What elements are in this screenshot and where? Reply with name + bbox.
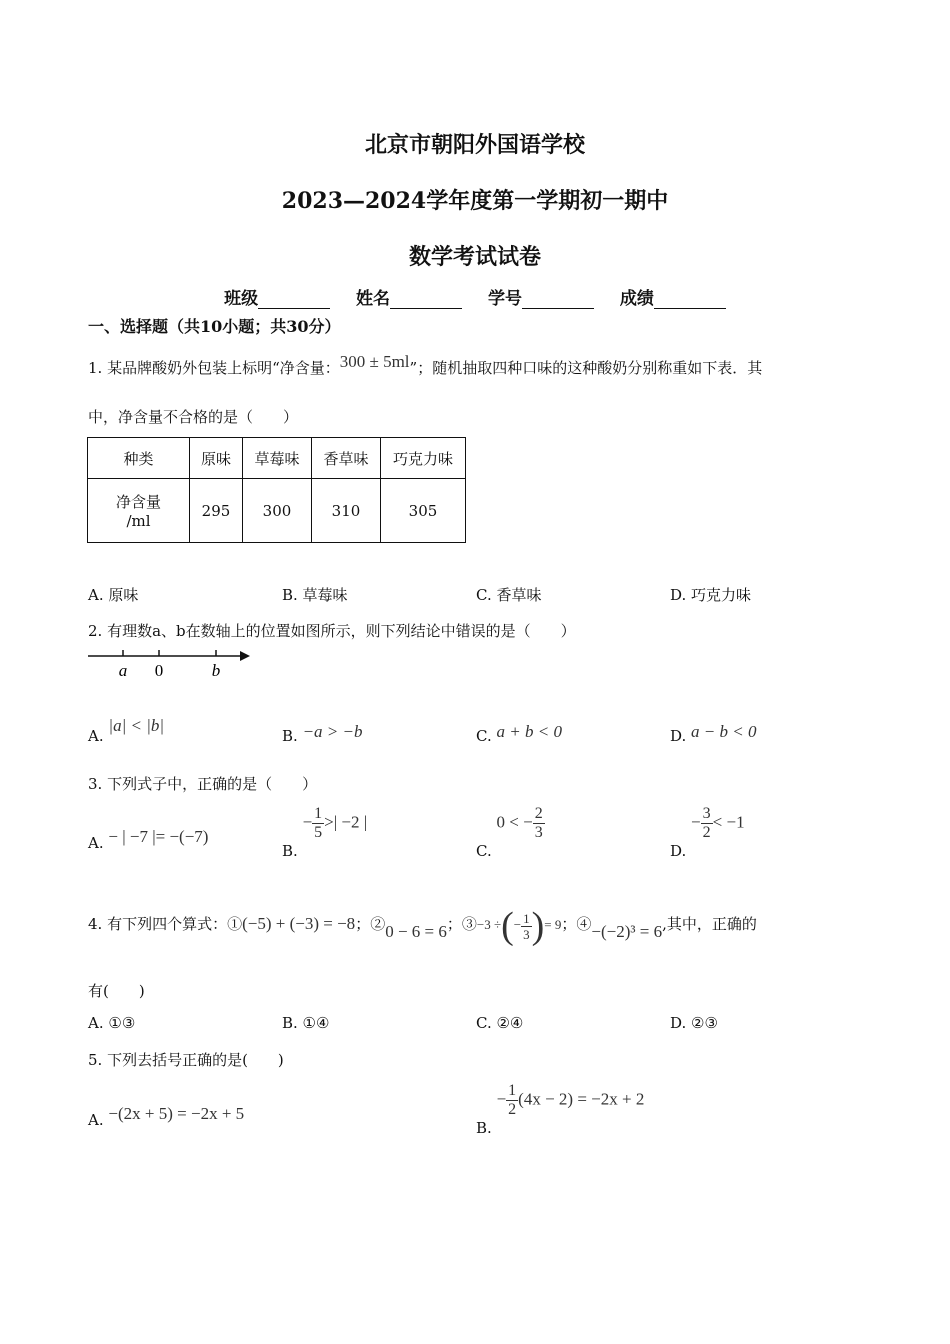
q5-option-b[interactable]: B. − $\frac{1}{2}$ (4x − 2) = −2x + 2 bbox=[476, 1082, 645, 1137]
q1-math: 300 ± 5ml bbox=[339, 352, 410, 371]
student-info-line bbox=[0, 284, 950, 309]
q5-option-a[interactable]: A. −(2x + 5) = −2x + 5 bbox=[88, 1104, 245, 1129]
q3-option-b[interactable]: B. − $\frac{1}{5}$ >| −2 | bbox=[282, 805, 368, 860]
q1-stem-line1: 1. 某品牌酸奶外包装上标明“净含量：300 ± 5ml”；随机抽取四种口味的这种酸奶分别称重如下表．其 bbox=[88, 352, 763, 377]
term-title: 2023—2024学年度第一学期初一期中 bbox=[281, 188, 669, 214]
table-header: 巧克力味 bbox=[381, 438, 466, 479]
number-field[interactable]: 学号 bbox=[488, 289, 594, 309]
q2-option-a[interactable]: A. |a| < |b| bbox=[88, 716, 165, 745]
q5-stem: 5. 下列去括号正确的是( ) bbox=[88, 1051, 284, 1069]
label-a: a bbox=[118, 661, 128, 680]
label-zero: 0 bbox=[154, 661, 164, 680]
q4-expr-4: −(−2)³ = 6 bbox=[591, 921, 663, 941]
q3-option-a[interactable]: A. − | −7 |= −(−7) bbox=[88, 827, 209, 852]
table-cell: 300 bbox=[243, 479, 312, 543]
q1-table bbox=[87, 437, 466, 543]
q1-option-d[interactable]: D. 巧克力味 bbox=[670, 586, 752, 604]
table-header: 香草味 bbox=[312, 438, 381, 479]
q4-expr-1: (−5) + (−3) = −8 bbox=[242, 913, 356, 933]
q2-stem: 2. 有理数a、b在数轴上的位置如图所示，则下列结论中错误的是（ ） bbox=[88, 622, 576, 640]
label-b: b bbox=[211, 661, 221, 680]
number-line bbox=[86, 646, 256, 686]
axis-arrow bbox=[240, 651, 250, 661]
q2-option-b[interactable]: B. −a > −b bbox=[282, 722, 363, 745]
q4-expr-2: 0 − 6 = 6 bbox=[385, 921, 447, 941]
table-header: 种类 bbox=[88, 438, 190, 479]
q4-option-c[interactable]: C. ②④ bbox=[476, 1014, 524, 1032]
q3-stem: 3. 下列式子中，正确的是（ ） bbox=[88, 775, 318, 793]
school-title: 北京市朝阳外国语学校 bbox=[364, 132, 585, 158]
table-cell: 295 bbox=[190, 479, 243, 543]
q4-stem-line2: 有( ) bbox=[88, 982, 145, 1000]
q3-option-c[interactable]: C. 0 < − $\frac{2}{3}$ bbox=[476, 805, 543, 860]
q3-option-d[interactable]: D. − $\frac{3}{2}$ < −1 bbox=[670, 805, 745, 860]
q1-option-c[interactable]: C. 香草味 bbox=[476, 586, 542, 604]
name-field[interactable]: 姓名 bbox=[356, 289, 462, 309]
q4-stem-line1: 4. 有下列四个算式：①(−5) + (−3) = −8；②0 − 6 = 6；③−3 ÷(− $\frac{1}{3}$ )= 9；④−(−2)³ = 6,其中，正确的 bbox=[88, 905, 757, 947]
exam-title: 数学考试试卷 bbox=[408, 244, 541, 270]
q1-option-b[interactable]: B. 草莓味 bbox=[282, 586, 348, 604]
q2-option-d[interactable]: D. a − b < 0 bbox=[670, 722, 757, 745]
q1-option-a[interactable]: A. 原味 bbox=[88, 586, 139, 604]
q4-option-a[interactable]: A. ①③ bbox=[88, 1014, 136, 1032]
table-cell: 305 bbox=[381, 479, 466, 543]
q4-option-b[interactable]: B. ①④ bbox=[282, 1014, 330, 1032]
q4-expr-3: −3 ÷(− $\frac{1}{3}$ )= 9 bbox=[476, 905, 562, 947]
section-heading: 一、选择题（共10小题；共30分） bbox=[88, 317, 341, 336]
score-field[interactable]: 成绩 bbox=[620, 289, 726, 309]
table-cell: 310 bbox=[312, 479, 381, 543]
class-field[interactable]: 班级 bbox=[224, 289, 330, 309]
table-row-label: 净含量 /ml bbox=[88, 479, 190, 543]
table-header: 原味 bbox=[190, 438, 243, 479]
table-header: 草莓味 bbox=[243, 438, 312, 479]
q2-option-c[interactable]: C. a + b < 0 bbox=[476, 722, 562, 745]
q4-option-d[interactable]: D. ②③ bbox=[670, 1014, 718, 1032]
q1-stem-line2: 中，净含量不合格的是（ ） bbox=[88, 408, 299, 426]
